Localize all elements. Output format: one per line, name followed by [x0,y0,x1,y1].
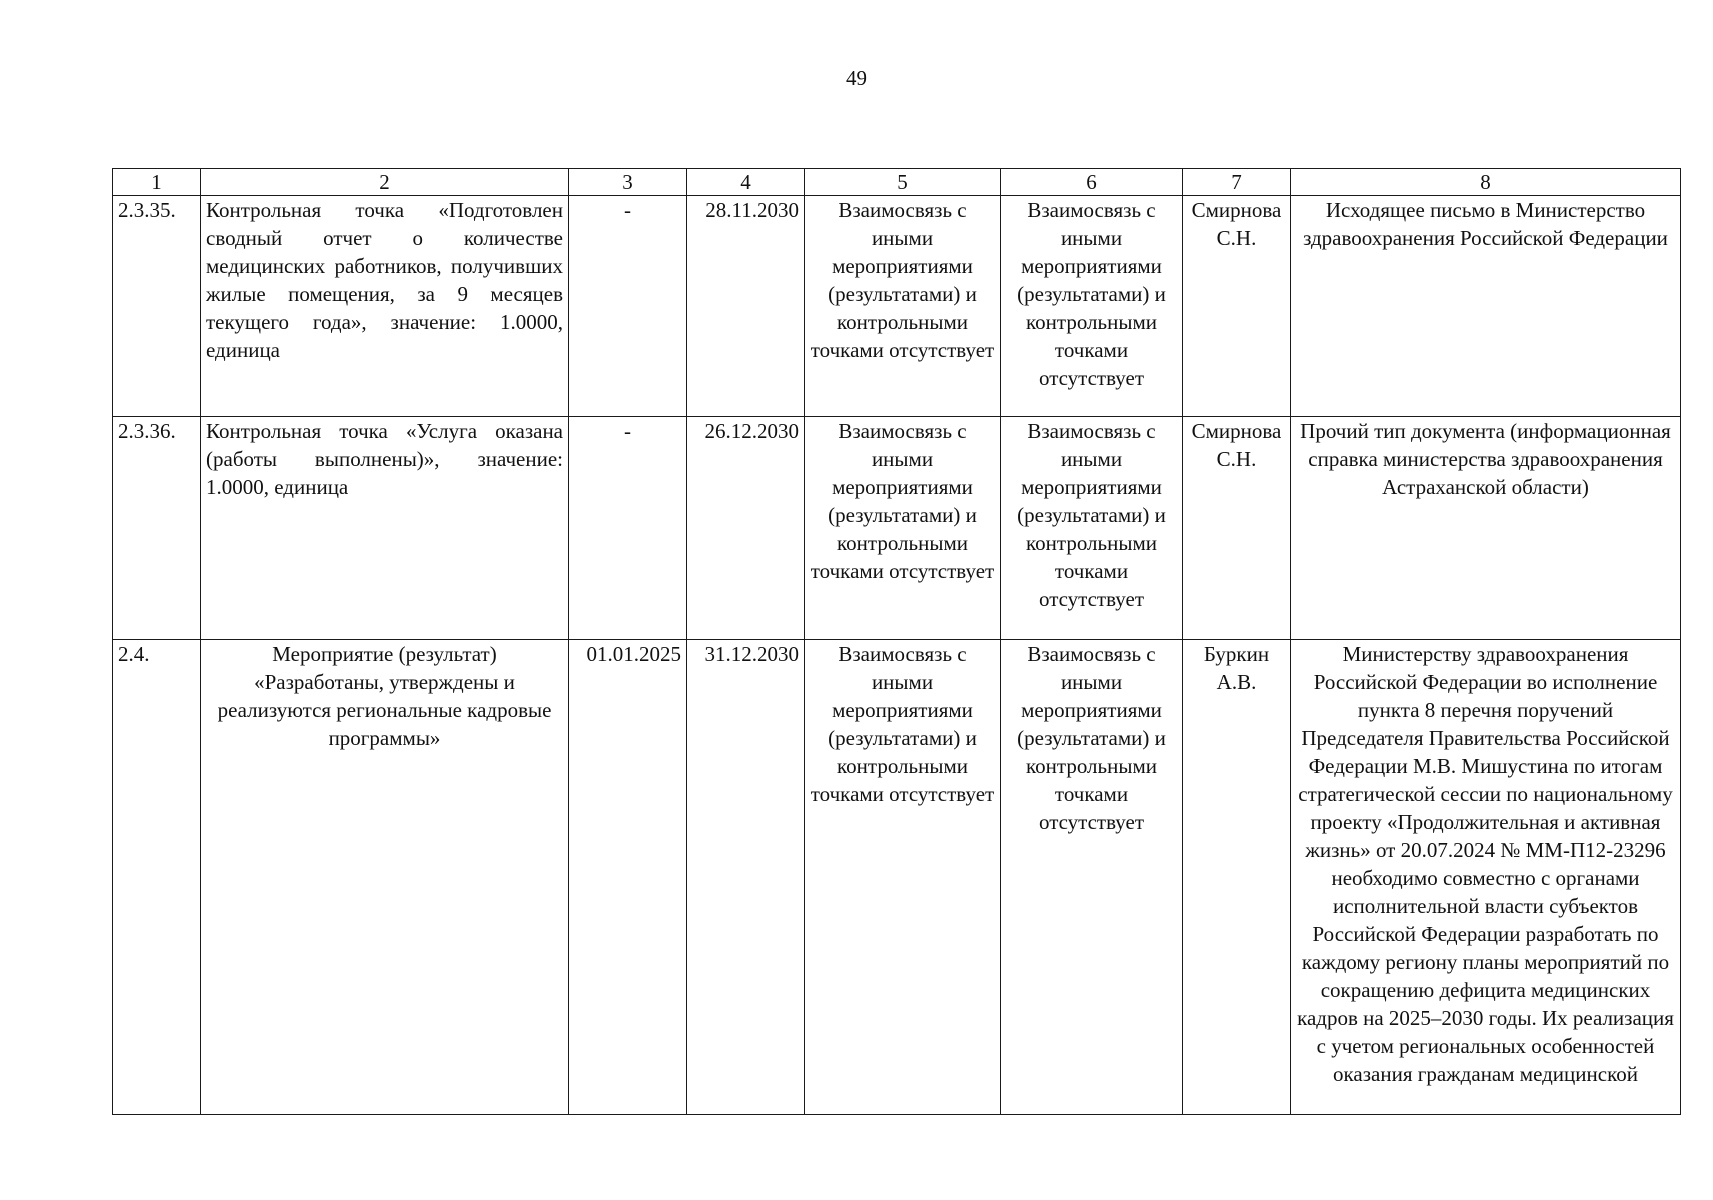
row-start-date: - [569,196,687,417]
column-header-8: 8 [1291,169,1681,196]
row-responsible: Буркин А.В. [1183,640,1291,1115]
row-document: Исходящее письмо в Министерство здравоохранения Российской Федерации [1291,196,1681,417]
row-link-previous: Взаимосвязь с иными мероприятиями (результатами) и контрольными точками отсутствует [805,640,1001,1115]
row-link-next: Взаимосвязь с иными мероприятиями (результатами) и контрольными точками отсутствует [1001,196,1183,417]
column-header-4: 4 [687,169,805,196]
row-end-date: 28.11.2030 [687,196,805,417]
column-number-row [113,169,1681,196]
row-number: 2.4. [113,640,201,1115]
column-header-1: 1 [113,169,201,196]
measures-table [112,168,1681,1115]
column-header-6: 6 [1001,169,1183,196]
row-name: Контрольная точка «Подготовлен сводный отчет о количестве медицинских работников, получивших жилые помещения, за 9 месяцев текущего года», значение: 1.0000, единица [201,196,569,417]
row-link-next: Взаимосвязь с иными мероприятиями (результатами) и контрольными точками отсутствует [1001,640,1183,1115]
row-link-previous: Взаимосвязь с иными мероприятиями (результатами) и контрольными точками отсутствует [805,417,1001,640]
table-row [113,196,1681,417]
column-header-5: 5 [805,169,1001,196]
row-start-date: - [569,417,687,640]
table-row [113,640,1681,1115]
column-header-3: 3 [569,169,687,196]
row-document: Министерству здравоохранения Российской Федерации во исполнение пункта 8 перечня поручений Председателя Правительства Российской Федерации М.В. Мишустина по итогам стратегической сессии по национальному проекту «Продолжительная и активная жизнь» от 20.07.2024 № ММ-П12-23296 необходимо совместно с органами исполнительной власти субъектов Российской Федерации разработать по каждому региону планы мероприятий по сокращению дефицита медицинских кадров на 2025–2030 годы. Их реализация с учетом региональных особенностей оказания гражданам медицинской [1291,640,1681,1115]
table-row [113,417,1681,640]
row-number: 2.3.36. [113,417,201,640]
row-name: Контрольная точка «Услуга оказана (работы выполнены)», значение: 1.0000, единица [201,417,569,640]
row-end-date: 31.12.2030 [687,640,805,1115]
row-responsible: Смирнова С.Н. [1183,196,1291,417]
row-number: 2.3.35. [113,196,201,417]
column-header-7: 7 [1183,169,1291,196]
column-header-2: 2 [201,169,569,196]
row-responsible: Смирнова С.Н. [1183,417,1291,640]
row-link-next: Взаимосвязь с иными мероприятиями (результатами) и контрольными точками отсутствует [1001,417,1183,640]
row-document: Прочий тип документа (информационная справка министерства здравоохранения Астраханской области) [1291,417,1681,640]
row-link-previous: Взаимосвязь с иными мероприятиями (результатами) и контрольными точками отсутствует [805,196,1001,417]
row-start-date: 01.01.2025 [569,640,687,1115]
row-name: Мероприятие (результат) «Разработаны, утверждены и реализуются региональные кадровые программы» [201,640,569,1115]
page-number: 49 [846,66,867,90]
row-end-date: 26.12.2030 [687,417,805,640]
